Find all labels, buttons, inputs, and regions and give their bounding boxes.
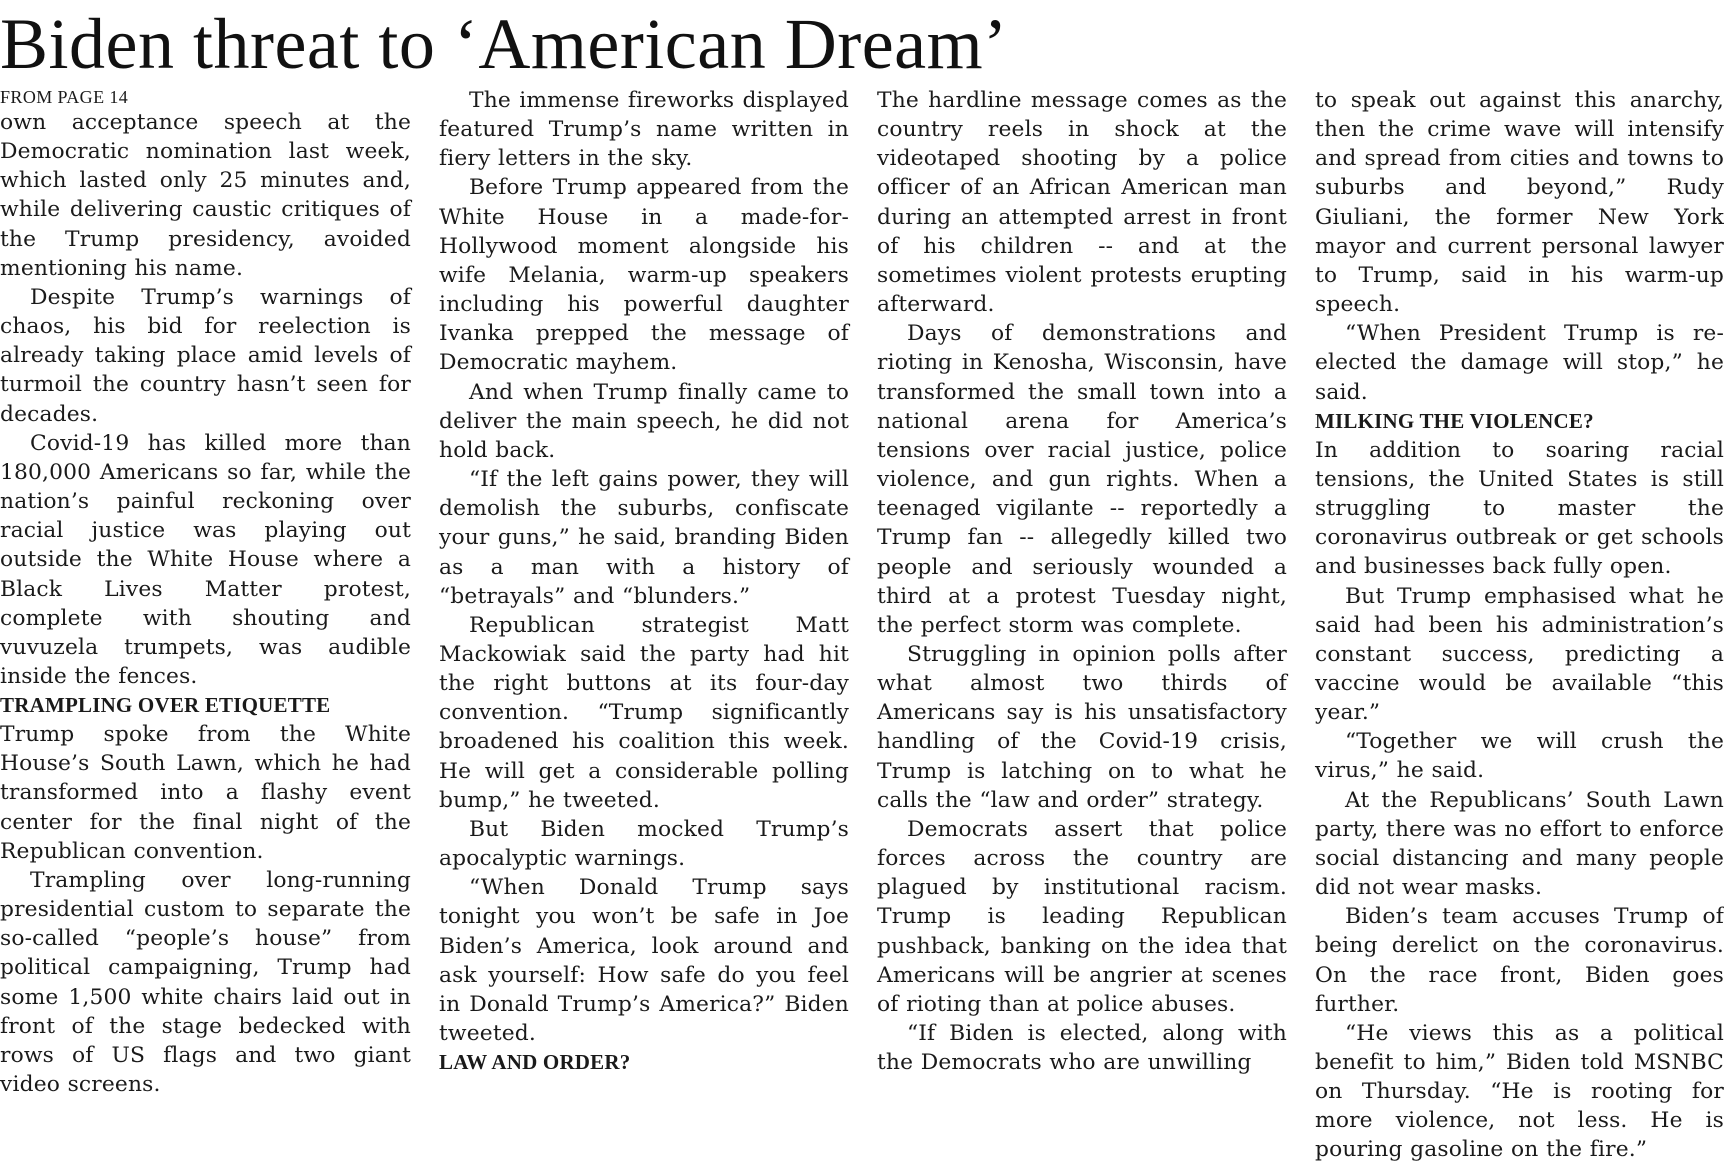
subheading: TRAMPLING OVER ETIQUETTE: [0, 693, 331, 718]
column-4-body: [1315, 86, 1724, 1165]
article-paragraph: “If the left gains power, they will demolish the suburbs, confiscate your guns,” he said, branding Biden as a man with a history of “betrayals” and “blunders.”: [439, 467, 849, 609]
article-paragraph: to speak out against this anarchy, then the crime wave will intensify and spread from cities and towns to suburbs and beyond,” Rudy Giuliani, the former New York mayor and current personal lawyer to Trump, said in his warm-up speech.: [1315, 88, 1724, 318]
article-paragraph: own acceptance speech at the Democratic nomination last week, which lasted only 25 minutes and, while delivering caustic critiques of the Trump presidency, avoided mentioning his name.: [0, 110, 411, 281]
column-1-body: [0, 108, 411, 1099]
article-paragraph: Before Trump appeared from the White House in a made-for-Hollywood moment alongside his wife Melania, warm-up speakers including his powerful daughter Ivanka prepped the message of Democratic mayhem.: [439, 175, 849, 376]
article-paragraph: Covid-19 has killed more than 180,000 Americans so far, while the nation’s painful reckoning over racial justice was playing out outside the White House where a Black Lives Matter protest, complete with shouting and vuvuzela trumpets, was audible inside the fences.: [0, 430, 411, 689]
article-paragraph: And when Trump finally came to deliver the main speech, he did not hold back.: [439, 379, 849, 463]
article-paragraph: “When President Trump is re-elected the damage will stop,” he said.: [1315, 321, 1724, 405]
article-paragraph: Struggling in opinion polls after what almost two thirds of Americans say is his unsatisfactory handling of the Covid-19 crisis, Trump is latching on to what he calls the “law and order” strategy.: [877, 641, 1287, 813]
headline: Biden threat to ‘American Dream’: [0, 4, 1008, 84]
subheading: MILKING THE VIOLENCE?: [1315, 408, 1594, 433]
article-paragraph: “When Donald Trump says tonight you won’t be safe in Joe Biden’s America, look around and ask yourself: How safe do you feel in Donald Trump’s America?” Biden tweeted.: [439, 875, 849, 1046]
article-paragraph: Trump spoke from the White House’s South Lawn, which he had transformed into a flashy event center for the final night of the Republican convention.: [0, 722, 411, 864]
article-paragraph: But Biden mocked Trump’s apocalyptic warnings.: [439, 816, 849, 872]
column-4: [1315, 86, 1724, 1163]
column-2-body: [439, 86, 849, 1077]
article-paragraph: The immense fireworks displayed featured Trump’s name written in fiery letters in the sky.: [439, 88, 849, 172]
column-3-body: [877, 86, 1287, 1077]
article-paragraph: But Trump emphasised what he said had been his administration’s constant success, predicting a vaccine would be available “this year.”: [1315, 583, 1724, 726]
article-paragraph: Despite Trump’s warnings of chaos, his bid for reelection is already taking place amid levels of turmoil the country hasn’t seen for decades.: [0, 284, 411, 427]
article-paragraph: Trampling over long-running presidential custom to separate the so-called “people’s house” from political campaigning, Trump had some 1,500 white chairs laid out in front of the stage bedecked with rows of US flags and two giant video screens.: [0, 867, 411, 1097]
article-paragraph: At the Republicans’ South Lawn party, there was no effort to enforce social distancing and many people did not wear masks.: [1315, 787, 1724, 901]
column-3: [877, 86, 1287, 1076]
article-paragraph: “Together we will crush the virus,” he said.: [1315, 729, 1724, 784]
article-paragraph: The hardline message comes as the country reels in shock at the videotaped shooting by a police officer of an African American man during an attempted arrest in front of his children -- and at the sometimes violent protests erupting afterward.: [877, 88, 1287, 318]
article-paragraph: Biden’s team accuses Trump of being derelict on the coronavirus. On the race front, Biden goes further.: [1315, 904, 1724, 1017]
article-paragraph: In addition to soaring racial tensions, the United States is still struggling to master the coronavirus outbreak or get schools and businesses back fully open.: [1315, 437, 1724, 580]
article-paragraph: Republican strategist Matt Mackowiak said the party had hit the right buttons at its four-day convention. “Trump significantly broadened his coalition this week. He will get a considerable polling bump,” he tweeted.: [439, 612, 849, 813]
column-1: [0, 86, 411, 1097]
article-paragraph: “He views this as a political benefit to him,” Biden told MSNBC on Thursday. “He is rooting for more violence, not less. He is pouring gasoline on the fire.”: [1315, 1020, 1724, 1163]
article-columns: [0, 86, 1724, 1163]
article-paragraph: Democrats assert that police forces across the country are plagued by institutional racism. Trump is leading Republican pushback, banking on the idea that Americans will be angrier at scenes of rioting than at police abuses.: [877, 816, 1287, 1017]
article-paragraph: Days of demonstrations and rioting in Kenosha, Wisconsin, have transformed the small town into a national arena for America’s tensions over racial justice, police violence, and gun rights. When a teenaged vigilante -- reportedly a Trump fan -- allegedly killed two people and seriously wounded a third at a protest Tuesday night, the perfect storm was complete.: [877, 321, 1287, 638]
jump-line: FROM PAGE 14: [0, 87, 129, 107]
column-2: [439, 86, 849, 1075]
subheading: LAW AND ORDER?: [439, 1050, 631, 1075]
article-paragraph: “If Biden is elected, along with the Democrats who are unwilling: [877, 1021, 1287, 1076]
